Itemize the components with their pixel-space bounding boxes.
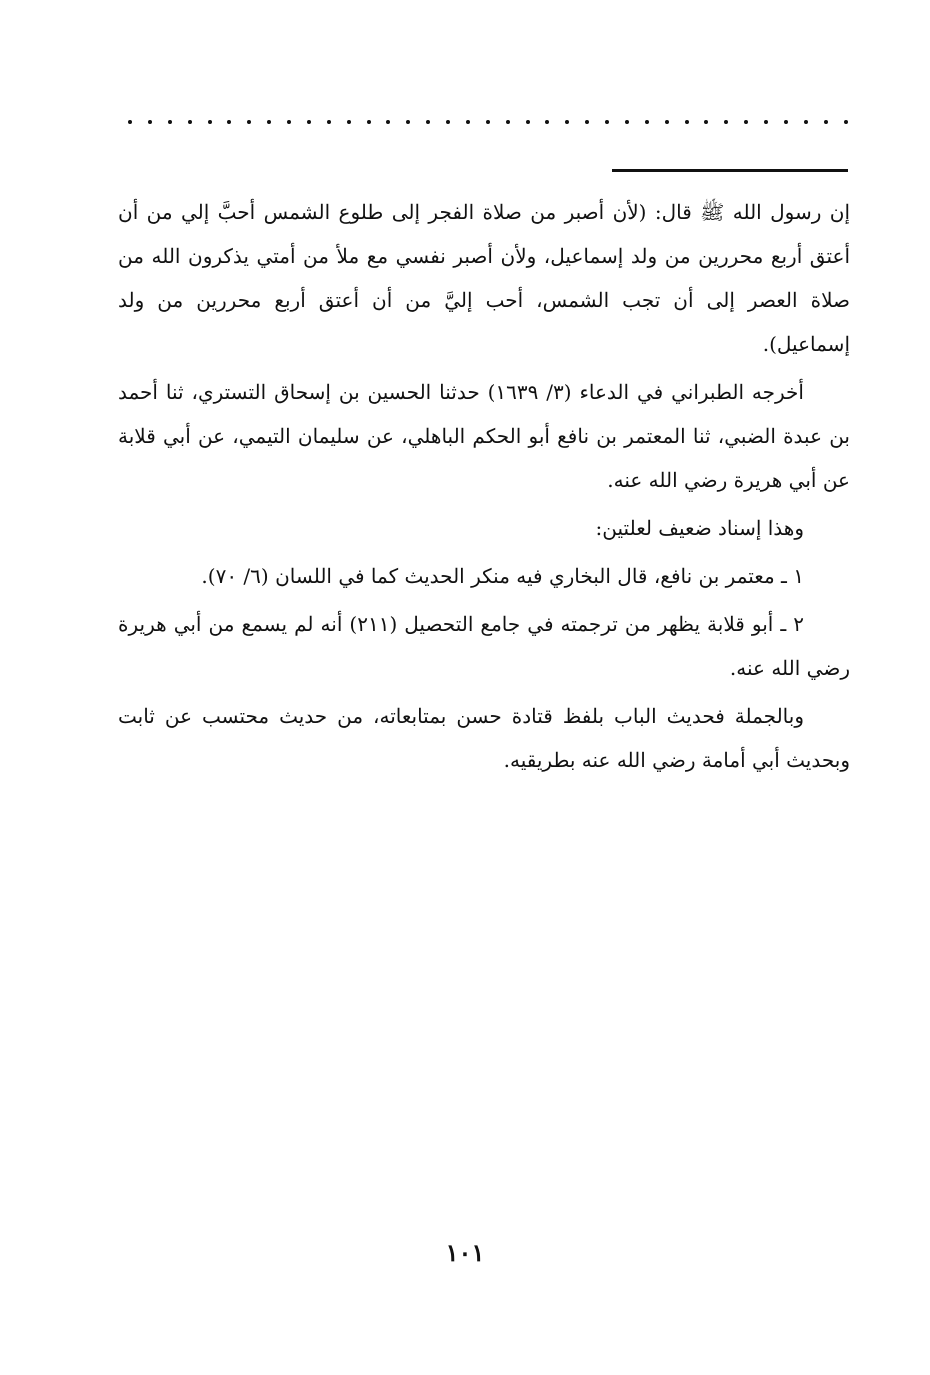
separator-dot [545,120,549,124]
separator-dot [704,120,708,124]
separator-dot [506,120,510,124]
separator-dot [267,120,271,124]
separator-dot [724,120,728,124]
separator-dot [367,120,371,124]
separator-dot [645,120,649,124]
separator-dot [227,120,231,124]
separator-dot [764,120,768,124]
separator-dot [744,120,748,124]
closing-paragraph: وبالجملة فحديث الباب بلفظ قتادة حسن بمتابعاته، من حديث محتسب عن ثابت وبحديث أبي أمامة رضي الله عنه بطريقيه. [118,704,850,772]
separator-dot [247,120,251,124]
defect-item-1: ١ ـ معتمر بن نافع، قال البخاري فيه منكر الحديث كما في اللسان (٦/ ٧٠). [201,564,804,588]
separator-dot [148,120,152,124]
separator-dot [347,120,351,124]
separator-dot [386,120,390,124]
separator-dot [466,120,470,124]
separator-dot [426,120,430,124]
separator-dot [665,120,669,124]
separator-dot [128,120,132,124]
separator-dot [625,120,629,124]
separator-dot [208,120,212,124]
isnad-judgment: وهذا إسناد ضعيف لعلتين: [595,516,804,540]
separator-dot [844,120,848,124]
separator-dot [188,120,192,124]
separator-dot [287,120,291,124]
separator-dot [685,120,689,124]
separator-dot [486,120,490,124]
separator-dot [804,120,808,124]
separator-dot [327,120,331,124]
main-text [118,190,850,786]
separator-dot [784,120,788,124]
separator-dot [168,120,172,124]
footnote-rule [612,169,848,172]
takhrij-paragraph: أخرجه الطبراني في الدعاء (٣/ ١٦٣٩) حدثنا الحسين بن إسحاق التستري، ثنا أحمد بن عبدة الضبي، ثنا المعتمر بن نافع أبو الحكم الباهلي، عن سليمان التيمي، عن أبي قلابة عن أبي هريرة رضي الله عنه. [118,380,850,492]
separator-dot [565,120,569,124]
separator-dot [446,120,450,124]
page-number: ١٠١ [445,1238,485,1267]
separator-dot [307,120,311,124]
defect-item-2: ٢ ـ أبو قلابة يظهر من ترجمته في جامع التحصيل (٢١١) أنه لم يسمع من أبي هريرة رضي الله عنه. [118,612,850,680]
separator-dot [605,120,609,124]
separator-dot [406,120,410,124]
separator-dot [585,120,589,124]
hadith-paragraph: إن رسول الله ﷺ قال: (لأن أصبر من صلاة الفجر إلى طلوع الشمس أحبَّ إلي من أن أعتق أربع محررين من ولد إسماعيل، ولأن أصبر نفسي مع ملأ من أمتي يذكرون الله من صلاة العصر إلى أن تجب الشمس، أحب إليَّ من أن أعتق أربع محررين من ولد إسماعيل). [118,200,850,356]
separator-dot [824,120,828,124]
dotted-separator [128,112,848,132]
separator-dot [526,120,530,124]
